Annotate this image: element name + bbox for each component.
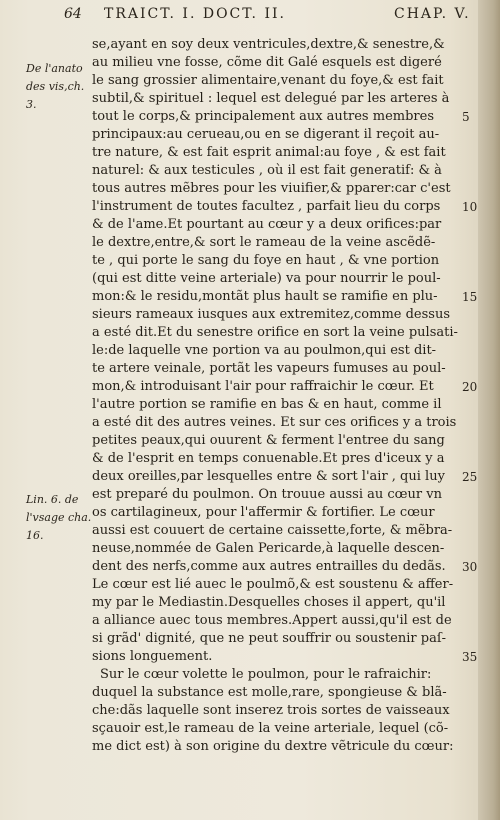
line-number: 35	[462, 650, 478, 664]
text-line: le dextre,entre,& sort le rameau de la veine ascẽdẽ-	[92, 235, 436, 250]
text-line: subtil,& spirituel : lequel est delegué par les arteres à	[92, 91, 450, 106]
running-title: TRAICT. I. DOCT. II.	[104, 6, 286, 22]
text-line: neuse,nommée de Galen Pericarde,à laquelle descen-	[92, 541, 445, 556]
text-line: sçauoir est,le rameau de la veine arteriale, lequel (cõ-	[92, 721, 449, 736]
text-line: naturel: & aux testicules , où il est fait generatif: & à	[92, 163, 442, 178]
text-line: mon:& le residu,montãt plus hault se ramifie en plu-	[92, 289, 438, 304]
text-line: tous autres mẽbres pour les viuifier,& pparer:car c'est	[92, 181, 451, 196]
text-line: & de l'esprit en temps conuenable.Et pres d'iceux y a	[92, 451, 445, 466]
margin-note: 3.	[26, 98, 37, 111]
text-line: te artere veinale, portãt les vapeurs fumuses au poul-	[92, 361, 446, 376]
margin-note: Lin. 6. de	[26, 493, 79, 506]
text-line: petites peaux,qui ouurent & ferment l'entree du sang	[92, 433, 445, 448]
line-number: 30	[462, 560, 478, 574]
text-line: tre nature, & est fait esprit animal:au foye , & est fait	[92, 145, 446, 160]
text-line: (qui est ditte veine arteriale) va pour nourrir le poul-	[92, 271, 441, 286]
text-line: my par le Mediastin.Desquelles choses il appert, qu'il	[92, 595, 446, 610]
text-line: a alliance auec tous membres.Appert aussi,qu'il est de	[92, 613, 452, 628]
text-line: tout le corps,& principalement aux autres membres	[92, 109, 434, 124]
text-line: deux oreilles,par lesquelles entre & sort l'air , qui luy	[92, 469, 445, 484]
text-line: mon,& introduisant l'air pour raffraichir le cœur. Et	[92, 379, 434, 394]
line-number: 15	[462, 290, 478, 304]
margin-note: l'vsage cha.	[26, 511, 92, 524]
text-line: est preparé du poulmon. On trouue aussi au cœur vn	[92, 487, 442, 502]
text-line: aussi est couuert de certaine caissette,forte, & mẽbra-	[92, 523, 453, 538]
text-line: a esté dit des autres veines. Et sur ces orifices y a trois	[92, 415, 457, 430]
page-number: 64	[64, 6, 82, 22]
text-line: le sang grossier alimentaire,venant du foye,& est fait	[92, 73, 444, 88]
line-number: 5	[462, 110, 470, 124]
text-line: l'instrument de toutes facultez , parfait lieu du corps	[92, 199, 441, 214]
margin-note: des vis,ch.	[26, 80, 85, 93]
text-line: si grãd' dignité, que ne peut souffrir ou soustenir paſ-	[92, 631, 447, 646]
text-line: che:dãs laquelle sont inserez trois sortes de vaisseaux	[92, 703, 450, 718]
text-line: Le cœur est lié auec le poulmõ,& est soustenu & affer-	[92, 577, 454, 592]
text-line: au milieu vne fosse, cõme dit Galé esquels est digeré	[92, 55, 442, 70]
text-line: os cartilagineux, pour l'affermir & fortifier. Le cœur	[92, 505, 435, 520]
text-line: duquel la substance est molle,rare, spongieuse & blã-	[92, 685, 447, 700]
text-line: dent des nerfs,comme aux autres entrailles du dedãs.	[92, 559, 446, 574]
text-line: & de l'ame.Et pourtant au cœur y a deux orifices:par	[92, 217, 442, 232]
text-line: se,ayant en soy deux ventricules,dextre,& senestre,&	[92, 37, 445, 52]
margin-note: De l'anato	[26, 62, 83, 75]
text-line: a esté dit.Et du senestre orifice en sort la veine pulsati-	[92, 325, 458, 340]
text-line: l'autre portion se ramifie en bas & en haut, comme il	[92, 397, 442, 412]
margin-note: 16.	[26, 529, 44, 542]
text-line: sions longuement.	[92, 649, 213, 664]
text-line: principaux:au cerueau,ou en se digerant il reçoit au-	[92, 127, 440, 142]
text-line: sieurs rameaux iusques aux extremitez,comme dessus	[92, 307, 450, 322]
line-number: 10	[462, 200, 478, 214]
text-line: me dict est) à son origine du dextre vẽtricule du cœur:	[92, 739, 454, 754]
text-line: te , qui porte le sang du foye en haut , & vne portion	[92, 253, 440, 268]
text-line: le:de laquelle vne portion va au poulmon,qui est dit-	[92, 343, 437, 358]
text-line: Sur le cœur volette le poulmon, pour le rafraichir:	[100, 667, 432, 682]
line-number: 25	[462, 470, 478, 484]
chapter-label: CHAP. V.	[394, 6, 471, 22]
line-number: 20	[462, 380, 478, 394]
